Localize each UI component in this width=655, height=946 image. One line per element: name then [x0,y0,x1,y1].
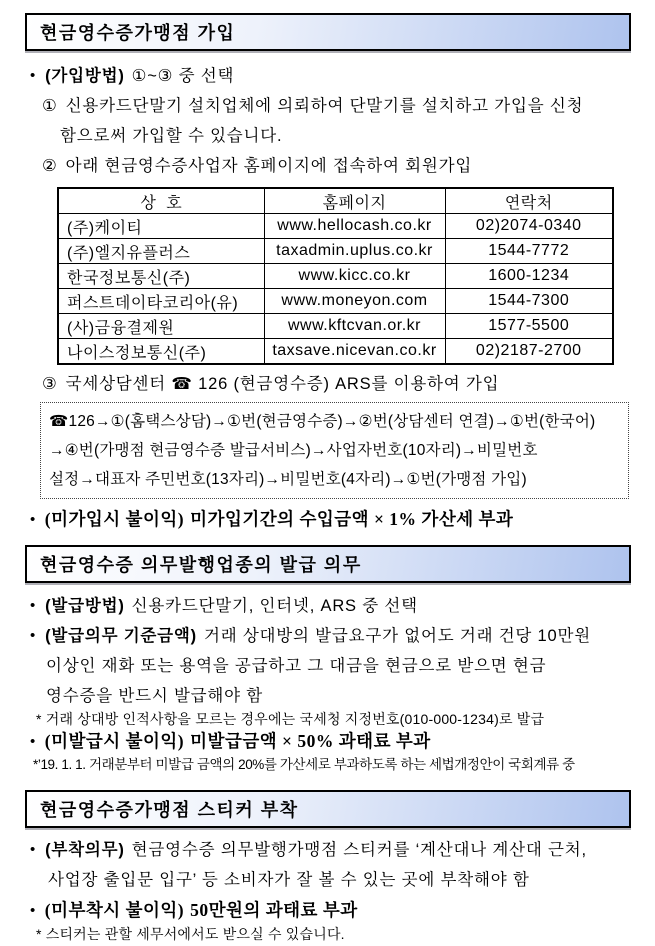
ars-step-line: 설정→대표자 주민번호(13자리)→비밀번호(4자리)→①번(가맹점 가입) [49,471,527,488]
bullet-icon: • [30,734,36,750]
join-method-bullet [30,66,655,86]
join-option-2-text: 아래 현금영수증사업자 홈페이지에 접속하여 회원가입 [65,157,473,175]
join-option-3 [42,374,655,394]
company-name: 나이스정보통신(주) [58,339,264,365]
join-method-text: ①~③ 중 선택 [131,67,235,85]
sticker-duty-continued: 사업장 출입문 입구’ 등 소비자가 잘 볼 수 있는 곳에 부착해야 함 [48,871,530,889]
homepage-url: www.moneyon.com [264,289,445,314]
document-page [0,13,655,942]
company-name: (주)케이티 [58,214,264,239]
circled-number-2: ② [42,157,58,175]
circled-number-1: ① [42,97,58,115]
contact-number: 1600-1234 [445,264,613,289]
ars-step-line: →④번(가맹점 현금영수증 발급서비스)→사업자번호(10자리)→비밀번호 [49,442,538,459]
contact-number: 1544-7300 [445,289,613,314]
sticker-availability-note: * 스티커는 관할 세무서에서도 받으실 수 있습니다. [36,926,345,942]
section-title: 현금영수증 의무발행업종의 발급 의무 [40,555,362,575]
bullet-icon: • [30,597,37,614]
homepage-url: taxsave.nicevan.co.kr [264,339,445,365]
issue-threshold-text: 거래 상대방의 발급요구가 없어도 거래 건당 10만원 [203,627,591,645]
join-option-1-continued: 함으로써 가입할 수 있습니다. [60,127,283,145]
penalty-label: (미가입시 불이익) [44,509,185,529]
sticker-duty-text: 현금영수증 의무발행가맹점 스티커를 ‘계산대나 계산대 근처, [131,841,587,859]
contact-number: 02)2187-2700 [445,339,613,365]
homepage-url: www.kftcvan.or.kr [264,314,445,339]
designated-number-note: * 거래 상대방 인적사항을 모르는 경우에는 국세청 지정번호(010-000-1234)로 발급 [36,711,545,727]
issue-threshold-bullet [30,626,655,646]
issue-method-text: 신용카드단말기, 인터넷, ARS 중 선택 [131,597,418,615]
join-option-1-text: 신용카드단말기 설치업체에 의뢰하여 단말기를 설치하고 가입을 신청 [65,97,584,115]
penalty-label: (미부착시 불이익) [44,900,185,920]
section-header-issuance-duty [25,545,631,583]
section-title: 현금영수증가맹점 가입 [40,23,236,43]
bullet-icon: • [30,512,36,528]
join-option-2 [42,156,655,176]
penalty-text: 미가입기간의 수입금액 × 1% 가산세 부과 [190,509,514,529]
tax-law-amendment-note: *’19. 1. 1. 거래분부터 미발급 금액의 20%를 가산세로 부과하도록 하는 세법개정안이 국회계류 중 [33,757,575,772]
company-name: (주)엘지유플러스 [58,239,264,264]
contact-number: 1544-7772 [445,239,613,264]
company-name: 퍼스트데이타코리아(유) [58,289,264,314]
table-row [58,314,613,339]
contact-number: 1577-5500 [445,314,613,339]
section-title: 현금영수증가맹점 스티커 부착 [40,800,299,820]
issue-threshold-continued: 영수증을 반드시 발급해야 함 [46,687,264,705]
penalty-text: 미발급금액 × 50% 과태료 부과 [190,731,431,751]
non-issue-penalty-bullet [30,731,655,752]
ars-instruction-box [40,402,629,499]
table-row [58,214,613,239]
issue-threshold-continued: 이상인 재화 또는 용역을 공급하고 그 대금을 현금으로 받으면 현금 [46,657,547,675]
bullet-icon: • [30,627,37,644]
table-header-contact: 연락처 [445,188,613,214]
penalty-label: (미발급시 불이익) [44,731,185,751]
contact-number: 02)2074-0340 [445,214,613,239]
providers-table [57,187,614,365]
table-header-homepage: 홈페이지 [264,188,445,214]
table-header-company: 상 호 [58,188,264,214]
section-header-merchant-join [25,13,631,51]
company-name: (사)금융결제원 [58,314,264,339]
bullet-icon: • [30,67,37,84]
bullet-icon: • [30,841,37,858]
sticker-duty-bullet [30,840,655,860]
join-option-3-text: 국세상담센터 ☎ 126 (현금영수증) ARS를 이용하여 가입 [65,375,500,393]
non-join-penalty-bullet [30,509,655,530]
company-name: 한국정보통신(주) [58,264,264,289]
non-attach-penalty-bullet [30,900,655,921]
issue-method-bullet [30,596,655,616]
join-option-1 [42,96,655,116]
join-method-label: (가입방법) [45,67,125,85]
table-row [58,339,613,365]
issue-threshold-label: (발급의무 기준금액) [45,627,197,645]
bullet-icon: • [30,903,36,919]
homepage-url: www.kicc.co.kr [264,264,445,289]
penalty-text: 50만원의 과태료 부과 [190,900,358,920]
homepage-url: www.hellocash.co.kr [264,214,445,239]
table-row [58,264,613,289]
ars-step-line: ☎126→①(홈택스상담)→①번(현금영수증)→②번(상담센터 연결)→①번(한국어) [49,413,596,430]
table-header-row [58,188,613,214]
homepage-url: taxadmin.uplus.co.kr [264,239,445,264]
table-row [58,239,613,264]
issue-method-label: (발급방법) [45,597,125,615]
section-header-sticker [25,790,631,828]
circled-number-3: ③ [42,375,58,393]
table-row [58,289,613,314]
sticker-duty-label: (부착의무) [45,841,125,859]
